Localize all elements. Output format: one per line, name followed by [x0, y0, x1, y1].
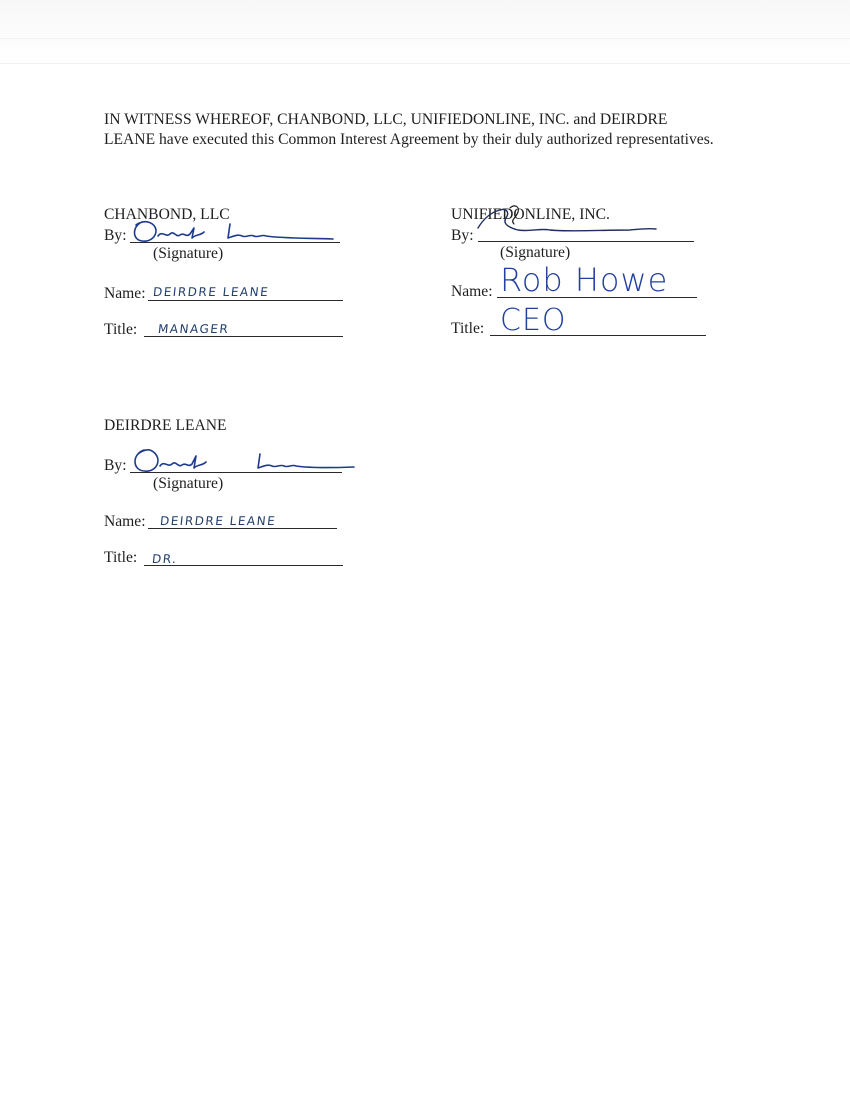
- scan-artifact-line: [0, 38, 850, 39]
- witness-clause: IN WITNESS WHEREOF, CHANBOND, LLC, UNIFIEDONLINE, INC. and DEIRDRE LEANE have executed this Common Interest Agreement by their duly authorized representatives.: [104, 111, 714, 148]
- title-label: Title:: [104, 549, 138, 566]
- handwritten-signature: [128, 444, 360, 478]
- party-name: UNIFIEDONLINE, INC.: [451, 206, 610, 223]
- signature-caption: (Signature): [153, 475, 224, 492]
- scan-artifact-line: [0, 63, 850, 64]
- handwritten-title: CEO: [500, 303, 567, 338]
- party-name: CHANBOND, LLC: [104, 206, 230, 223]
- handwritten-name: Rob Howe: [500, 261, 669, 299]
- name-label: Name:: [104, 285, 146, 302]
- by-label: By:: [104, 457, 127, 474]
- scan-edge-shadow: [0, 0, 850, 66]
- handwritten-signature: [128, 216, 342, 248]
- title-label: Title:: [451, 320, 485, 337]
- by-label: By:: [104, 227, 127, 244]
- handwritten-title: DR.: [151, 552, 179, 566]
- title-label: Title:: [104, 321, 138, 338]
- signature-caption: (Signature): [153, 245, 224, 262]
- handwritten-title: MANAGER: [157, 322, 231, 336]
- handwritten-name: DEIRDRE LEANE: [152, 285, 270, 299]
- handwritten-signature: [470, 198, 670, 246]
- name-label: Name:: [104, 513, 146, 530]
- party-name: DEIRDRE LEANE: [104, 417, 227, 434]
- signature-caption: (Signature): [500, 244, 571, 261]
- name-label: Name:: [451, 283, 493, 300]
- handwritten-name: DEIRDRE LEANE: [159, 514, 277, 528]
- by-label: By:: [451, 227, 474, 244]
